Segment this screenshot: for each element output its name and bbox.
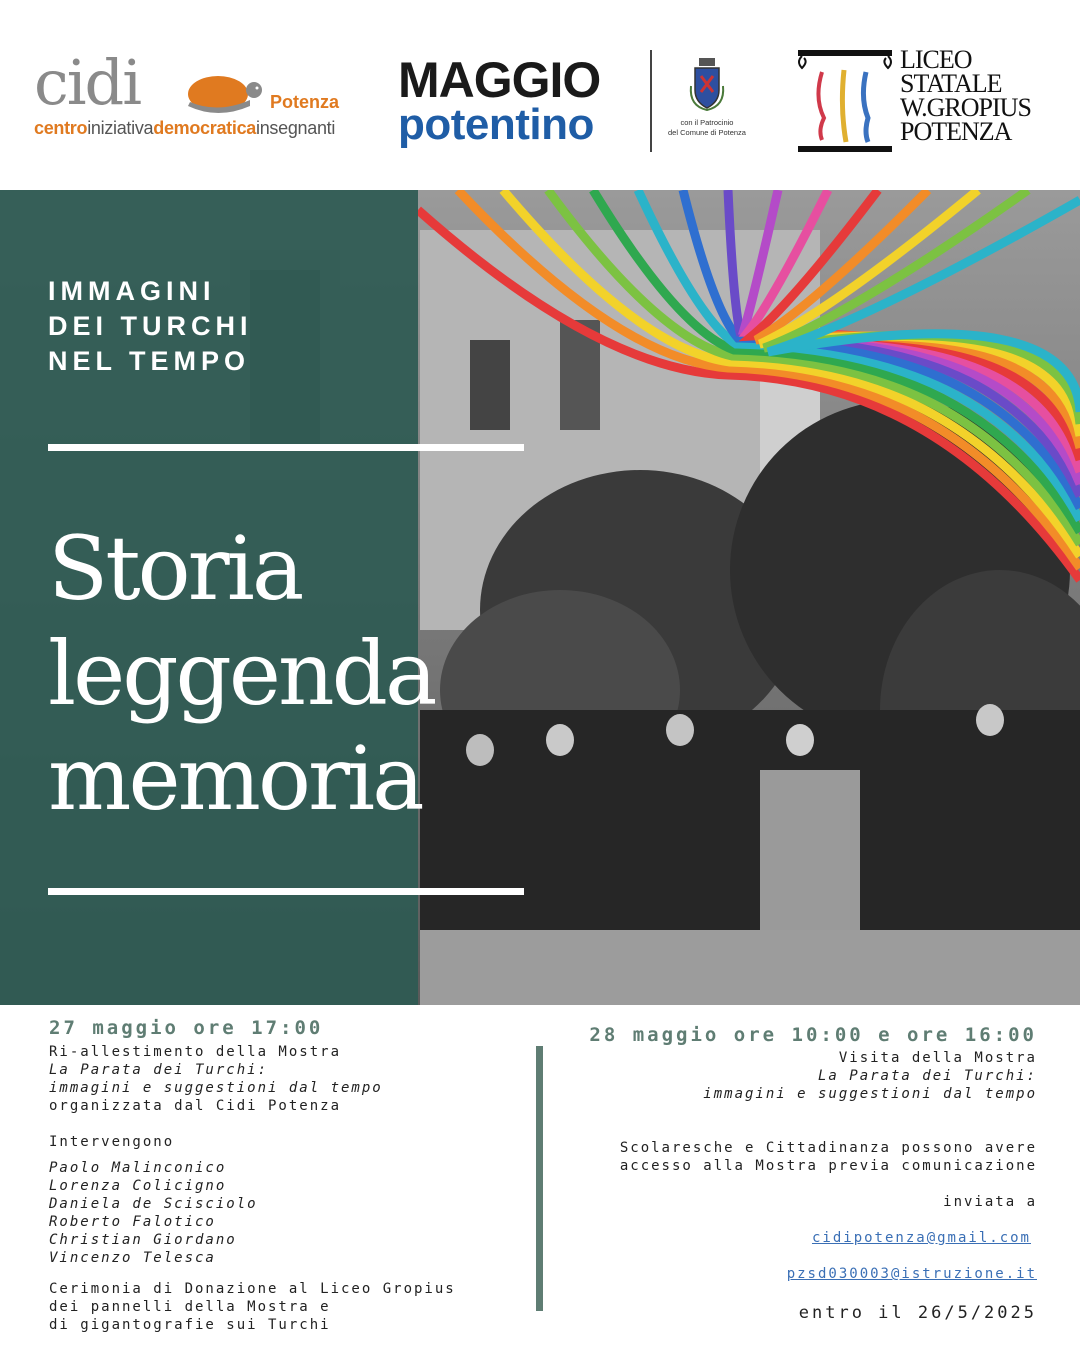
exhibition-kicker (48, 274, 253, 379)
tag-insegnanti: insegnanti (256, 118, 336, 138)
cidi-city: Potenza (270, 92, 340, 112)
event2-line3: immagini e suggestioni dal tempo (703, 1086, 1037, 1102)
email-liceo[interactable] (787, 1265, 1037, 1283)
turtle-icon (184, 70, 264, 120)
event2-date: 28 maggio ore 10:00 e ore 16:00 (589, 1024, 1037, 1046)
tag-centro: centro (34, 118, 88, 138)
comune-patrocinio (662, 56, 752, 152)
title-line1: Storia (48, 517, 302, 620)
patrocinio-line2: del Comune di Potenza (668, 128, 746, 137)
cidi-logo (34, 48, 344, 148)
kicker-line2: DEI TURCHI (48, 311, 253, 341)
liceo-gropius-logo (796, 45, 1046, 154)
header-logos (0, 0, 1080, 190)
email-cidi[interactable] (812, 1229, 1031, 1247)
patrocinio-line1: con il Patrocinio (680, 118, 734, 127)
hero-section (0, 190, 1080, 1005)
divider-bottom (48, 888, 524, 895)
speaker-1: Paolo Malinconico (49, 1160, 227, 1176)
speaker-5: Christian Giordano (49, 1232, 237, 1248)
title-line2: leggenda (48, 622, 435, 725)
tag-iniziativa: iniziativa (87, 118, 154, 138)
event2-line2: La Parata dei Turchi: (817, 1068, 1037, 1084)
kicker-line1: IMMAGINI (48, 276, 216, 306)
kicker-line3: NEL TEMPO (48, 346, 251, 376)
liceo-line3: W.GROPIUS (900, 93, 1031, 122)
ceremony-line2: dei pannelli della Mostra e (49, 1299, 331, 1315)
liceo-line2: STATALE (900, 69, 1002, 98)
title-line3: memoria (48, 727, 422, 830)
liceo-line1: LICEO (900, 45, 972, 74)
email-cidi-link[interactable]: cidipotenza@gmail.com (811, 1230, 1031, 1246)
ceremony-line3: di gigantografie sui Turchi (49, 1317, 331, 1333)
cidi-tagline (34, 118, 335, 139)
event-info (0, 1005, 1080, 1350)
cidi-wordmark: cidi (34, 46, 141, 119)
divider-top (48, 444, 524, 451)
event1-line4: organizzata dal Cidi Potenza (49, 1098, 342, 1114)
tag-democratica: democratica (153, 118, 256, 138)
coat-of-arms-icon (687, 56, 727, 112)
deadline: entro il 26/5/2025 (798, 1303, 1037, 1323)
ceremony-line1: Cerimonia di Donazione al Liceo Gropius (49, 1281, 456, 1297)
event1-line2: La Parata dei Turchi: (49, 1062, 269, 1078)
speakers-label: Intervengono (49, 1134, 175, 1150)
potentino-wordmark: potentino (398, 100, 594, 149)
access-line2: accesso alla Mostra previa comunicazione (619, 1158, 1037, 1174)
speaker-6: Vincenzo Telesca (49, 1250, 216, 1266)
speaker-4: Roberto Falotico (49, 1214, 216, 1230)
speaker-2: Lorenza Colicigno (49, 1178, 227, 1194)
access-line1: Scolaresche e Cittadinanza possono avere (619, 1140, 1037, 1156)
maggio-potentino-logo (398, 48, 648, 158)
event2-line1: Visita della Mostra (838, 1050, 1037, 1066)
maggio-wordmark: MAGGIO (398, 52, 601, 108)
event1-line3: immagini e suggestioni dal tempo (49, 1080, 383, 1096)
liceo-text (900, 45, 1031, 146)
sent-to: inviata a (943, 1194, 1037, 1210)
patrocinio-text (662, 118, 752, 138)
event1-date: 27 maggio ore 17:00 (49, 1017, 324, 1039)
speaker-3: Daniela de Scisciolo (49, 1196, 258, 1212)
rainbow-ribbon (418, 190, 1080, 590)
column-emblem-icon (796, 48, 894, 154)
column-divider (536, 1046, 543, 1311)
logo-divider (650, 50, 652, 152)
main-title (48, 516, 434, 831)
email-liceo-link[interactable]: pzsd030003@istruzione.it (786, 1266, 1037, 1282)
liceo-line4: POTENZA (900, 117, 1012, 146)
event1-line1: Ri-allestimento della Mostra (49, 1044, 342, 1060)
